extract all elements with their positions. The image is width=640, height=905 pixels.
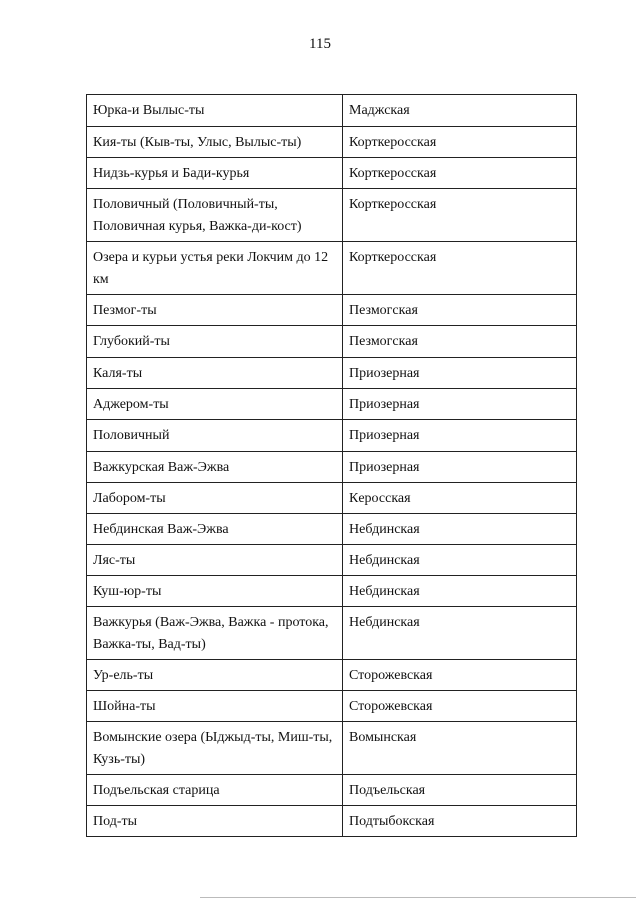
table-row [87,358,577,389]
region-cell: Приозерная [343,389,577,420]
table-row [87,420,577,452]
region-cell: Вомынская [343,722,577,775]
table-row [87,242,577,295]
table-body [87,95,577,837]
table-row [87,326,577,358]
table-row [87,775,577,806]
region-cell: Приозерная [343,452,577,483]
table-row [87,514,577,545]
water-body-name-cell: Пезмог-ты [87,295,343,326]
water-body-name-cell: Важкурская Важ-Эжва [87,452,343,483]
water-body-name-cell: Шойна-ты [87,691,343,722]
region-cell: Сторожевская [343,691,577,722]
table-row [87,722,577,775]
table-row [87,545,577,576]
water-body-name-cell: Нидзь-курья и Бади-курья [87,158,343,189]
table-row [87,607,577,660]
water-body-name-cell: Озера и курьи устья реки Локчим до 12 км [87,242,343,295]
region-cell: Сторожевская [343,660,577,691]
water-body-name-cell: Подъельская старица [87,775,343,806]
water-bodies-table [86,94,577,837]
region-cell: Пезмогская [343,295,577,326]
water-body-name-cell: Половичный [87,420,343,452]
water-body-name-cell: Каля-ты [87,358,343,389]
table-row [87,452,577,483]
table-row [87,189,577,242]
page-number: 115 [309,36,331,52]
region-cell: Корткеросская [343,127,577,158]
water-body-name-cell: Кия-ты (Кыв-ты, Улыс, Вылыс-ты) [87,127,343,158]
region-cell: Маджская [343,95,577,127]
region-cell: Небдинская [343,545,577,576]
region-cell: Подтыбокская [343,806,577,837]
region-cell: Приозерная [343,420,577,452]
table-row [87,691,577,722]
water-body-name-cell: Ур-ель-ты [87,660,343,691]
water-body-name-cell: Небдинская Важ-Эжва [87,514,343,545]
region-cell: Корткеросская [343,242,577,295]
region-cell: Небдинская [343,514,577,545]
table-row [87,389,577,420]
region-cell: Кeросская [343,483,577,514]
table-row [87,660,577,691]
water-body-name-cell: Вомынские озера (Ыджыд-ты, Миш-ты, Кузь-ты) [87,722,343,775]
table-row [87,127,577,158]
water-body-name-cell: Половичный (Половичный-ты, Половичная курья, Важка-ди-кост) [87,189,343,242]
region-cell: Корткеросская [343,189,577,242]
region-cell: Небдинская [343,576,577,607]
table-row [87,806,577,837]
water-body-name-cell: Аджером-ты [87,389,343,420]
water-body-name-cell: Ляс-ты [87,545,343,576]
table-row [87,576,577,607]
water-body-name-cell: Глубокий-ты [87,326,343,358]
table-row [87,483,577,514]
region-cell: Корткеросская [343,158,577,189]
region-cell: Небдинская [343,607,577,660]
table-row [87,95,577,127]
region-cell: Пезмогская [343,326,577,358]
water-body-name-cell: Лабором-ты [87,483,343,514]
region-cell: Подъельская [343,775,577,806]
table-row [87,295,577,326]
water-body-name-cell: Юрка-и Вылыс-ты [87,95,343,127]
table-row [87,158,577,189]
region-cell: Приозерная [343,358,577,389]
bottom-rule [200,897,636,898]
water-body-name-cell: Куш-юр-ты [87,576,343,607]
water-body-name-cell: Важкурья (Важ-Эжва, Важка - протока, Важка-ты, Вад-ты) [87,607,343,660]
water-body-name-cell: Под-ты [87,806,343,837]
